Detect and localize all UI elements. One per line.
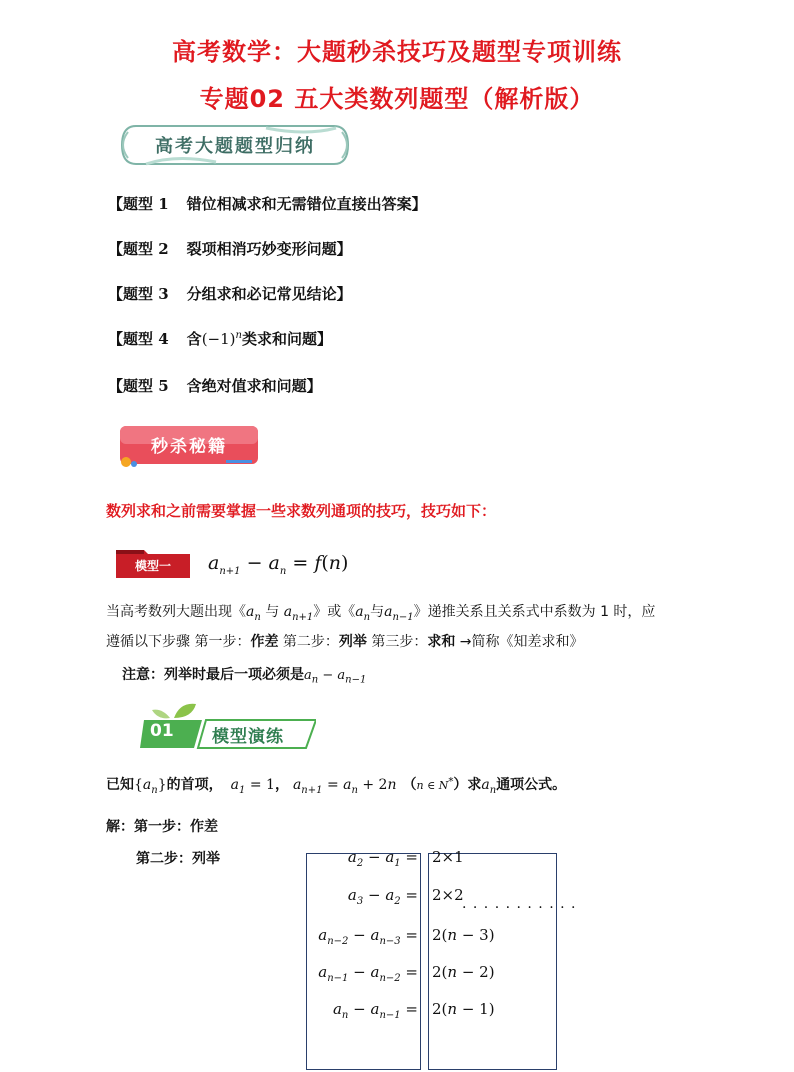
list-item: 【题型 2 裂项相消巧妙变形问题】 (108, 240, 352, 258)
banner-label: 高考大题题型归纳 (155, 136, 315, 157)
equation-row: 2(n − 1) (432, 1000, 495, 1018)
practice-label: 模型演练 (212, 727, 284, 747)
list-item: 【题型 5 含绝对值求和问题】 (108, 377, 322, 395)
equation-row: $a_2 - a_1$ = (347, 848, 418, 869)
practice-number: 01 (150, 721, 174, 741)
equation-row: $a_3 - a_2$ = (347, 886, 418, 907)
list-item: 【题型 3 分组求和必记常见结论】 (108, 285, 352, 303)
ellipsis-dots: . . . . . . . . . . . (462, 896, 577, 912)
list-item: 【题型 1 错位相减求和无需错位直接出答案】 (108, 195, 427, 213)
note-line: 注意：列举时最后一项必须是$a_n - a_{n-1}$ (122, 667, 367, 686)
explanation-paragraph: 当高考数列大题出现《$a_n$ 与 $a_{n+1}$》或《$a_n$与$a_{n-1}$》递推关系且关系式中系数为 1 时，应 遵循以下步骤 第一步：作差 第二步：列举 第三步：求和 →简称《知差求和》 (106, 604, 656, 650)
equation-row: $a_{n-1} - a_{n-2}$ = (318, 963, 418, 984)
model-tag-label: 模型一 (134, 559, 171, 573)
page-title: 高考数学：大题秒杀技巧及题型专项训练 (172, 38, 622, 66)
equation-row: 2×2 (432, 886, 464, 904)
equation-row: 2×1 (432, 848, 464, 866)
solution-step-2: 第二步：列举 (136, 851, 220, 867)
equation-row: 2(n − 3) (432, 926, 495, 944)
equation-row: 2(n − 2) (432, 963, 495, 981)
equation-row: $a_n - a_{n-1}$ = (332, 1000, 418, 1021)
formula-recurrence: $a_{n+1} - a_n = f(n)$ (208, 552, 349, 577)
page-subtitle: 专题02 五大类数列题型（解析版） (199, 85, 595, 113)
secret-label: 秒杀秘籍 (151, 437, 227, 457)
list-item: 【题型 4 含$(-1)^n$类求和问题】 (108, 330, 332, 348)
formula-neg-one-power: $(-1)^n$ (201, 330, 242, 348)
solution-step-1: 解：第一步：作差 (106, 819, 218, 835)
equation-row: $a_{n-2} - a_{n-3}$ = (318, 926, 418, 947)
intro-line: 数列求和之前需要掌握一些求数列通项的技巧，技巧如下： (106, 502, 497, 520)
problem-statement: 已知$\{a_n\}$的首项， $a_1 = 1$， $a_{n+1} = a_n + 2n$ （n ∈ N*）求$a_n$通项公式。 (106, 776, 567, 796)
